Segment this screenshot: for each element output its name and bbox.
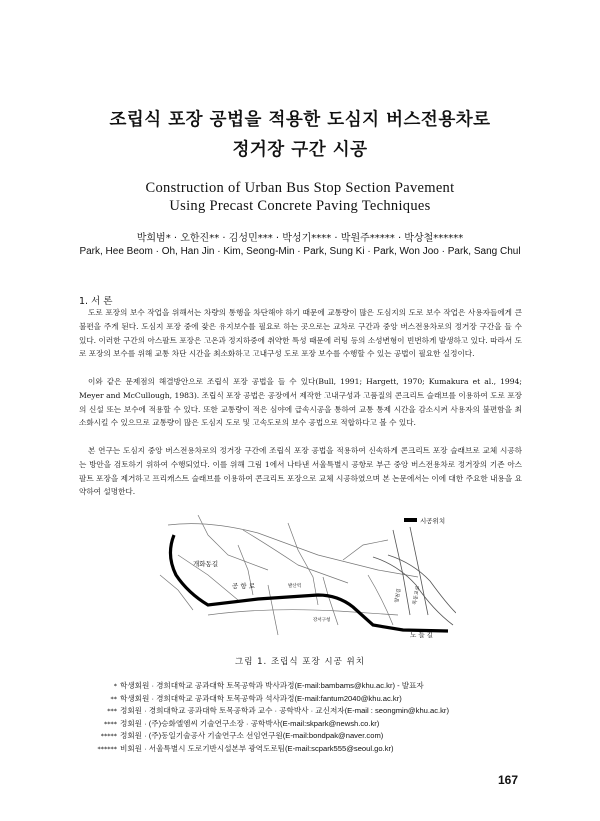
location-map xyxy=(148,515,456,641)
authors-english: Park, Hee Beom · Oh, Han Jin · Kim, Seong-Min · Park, Sung Ki · Park, Won Joo · Park, Sang Chul xyxy=(79,246,521,257)
map-label-yangcheon: 양천길 xyxy=(394,588,403,604)
footnote: ***** 정회원 · (주)동일기술공사 기술연구소 선임연구원(E-mail:bondpak@naver.com) xyxy=(100,731,384,740)
section-heading: 1. 서 론 xyxy=(79,296,113,307)
footnotes xyxy=(79,680,522,755)
airport-road-line xyxy=(170,535,448,631)
road-network xyxy=(160,515,418,635)
footnote: ** 학생회원 · 경희대학교 공과대학 토목공학과 석사과정(E-mail:fantum2040@khu.ac.kr) xyxy=(110,693,402,703)
figure-caption: 그림 1. 조립식 포장 시공 위치 xyxy=(235,657,365,667)
legend-swatch xyxy=(404,518,417,522)
footnote: **** 정회원 · (주)승화엘엠씨 기술연구소장 · 공학박사(E-mail:skpark@newsh.co.kr) xyxy=(104,718,380,728)
footnote: * 학생회원 · 경희대학교 공과대학 토목공학과 박사과정(E-mail:bambams@khu.ac.kr) - 발표자 xyxy=(113,681,424,690)
map-label-gangseo: 강서구청 xyxy=(313,618,331,623)
river-banks xyxy=(373,527,456,625)
map-label-balsan: 발산역 xyxy=(288,584,302,589)
map-label-airport-road: 공 항 로 xyxy=(232,582,255,590)
title-english-line1: Construction of Urban Bus Stop Section Pavement xyxy=(145,180,455,196)
title-english-line2: Using Precast Concrete Paving Techniques xyxy=(169,198,431,214)
footnote: *** 정회원 · 경희대학교 공과대학 토목공학과 교수 · 공학박사 · 교신저자(E-mail : seongmin@khu.ac.kr) xyxy=(107,706,449,715)
location-map-figure xyxy=(148,515,456,641)
legend-label: 시공위치 xyxy=(420,517,446,525)
paragraph-1: 도로 포장의 보수 작업을 위해서는 차량의 통행을 차단해야 하기 때문에 교통량이 많은 도심지의 도로 보수 작업은 사용자들에게 큰 불편을 주게 된다. 도심지 포장 중에 잦은 유지보수를 필요로 하는 곳으로는 교차로 구간과 중앙 버스전용차로의 정거장 구간을 들 수 있다. 이러한 구간의 아스팔트 포장은 고온과 정지하중에 취약한 특성 때문에 러팅 등의 소성변형이 빈번하게 발생하고 있다. 따라서 도로 포장의 보수를 위해 교통 차단 시간을 최소화하고 고내구성 도로 포장 보수를 수행할 수 있는 공법이 필요한 실정이다. xyxy=(79,308,522,359)
map-label-nodeul: 노 들 길 xyxy=(410,631,433,639)
map-label-gaehwa: 개화동길 xyxy=(193,560,219,568)
footnote: ****** 비회원 · 서울특별시 도로기반시설본부 광역도로팀(E-mail:scpark555@seoul.go.kr) xyxy=(97,743,394,753)
paragraph-2: 이와 같은 문제점의 해결방안으로 조립식 포장 공법을 들 수 있다(Bull, 1991; Hargett, 1970; Kumakura et al., 1994; Meyer and McCullough, 1983). 조립식 포장 공법은 공장에서 제작한 고내구성과 고품질의 콘크리트 슬래브를 이용하여 도로 포장의 신설 또는 보수에 적용할 수 있다. 또한 교통량이 적은 심야에 급속시공을 통하여 교통 통제 시간을 감소시켜 사용자의 불편함을 최소화시킬 수 있으므로 교통량이 많은 도심지 도로 및 고속도로의 보수 공법으로 적합하다고 볼 수 있다. xyxy=(79,377,522,428)
paragraph-3: 본 연구는 도심지 중앙 버스전용차로의 정거장 구간에 조립식 포장 공법을 적용하여 신속하게 콘크리트 포장 슬래브로 교체 시공하는 방안을 검토하기 위하여 수행되었다. 이를 위해 그림 1에서 나타낸 서울특별시 공항로 부근 중앙 버스전용차로 정거장의 기존 아스팔트 포장을 제거하고 프리캐스트 슬래브를 이용하여 콘크리트 포장으로 교체 시공하였으며 본 논문에서는 이에 대한 주요한 내용을 요약하여 설명한다. xyxy=(79,446,522,497)
page-number: 167 xyxy=(498,773,519,787)
authors-korean: 박희범* · 오한진** · 김성민*** · 박성기**** · 박원주***** · 박상철****** xyxy=(136,233,464,244)
title-korean-line1: 조립식 포장 공법을 적용한 도심지 버스전용차로 xyxy=(109,110,491,130)
title-korean-line2: 정거장 구간 시공 xyxy=(232,140,368,160)
map-label-mokdong: 목동교로 xyxy=(412,585,422,606)
